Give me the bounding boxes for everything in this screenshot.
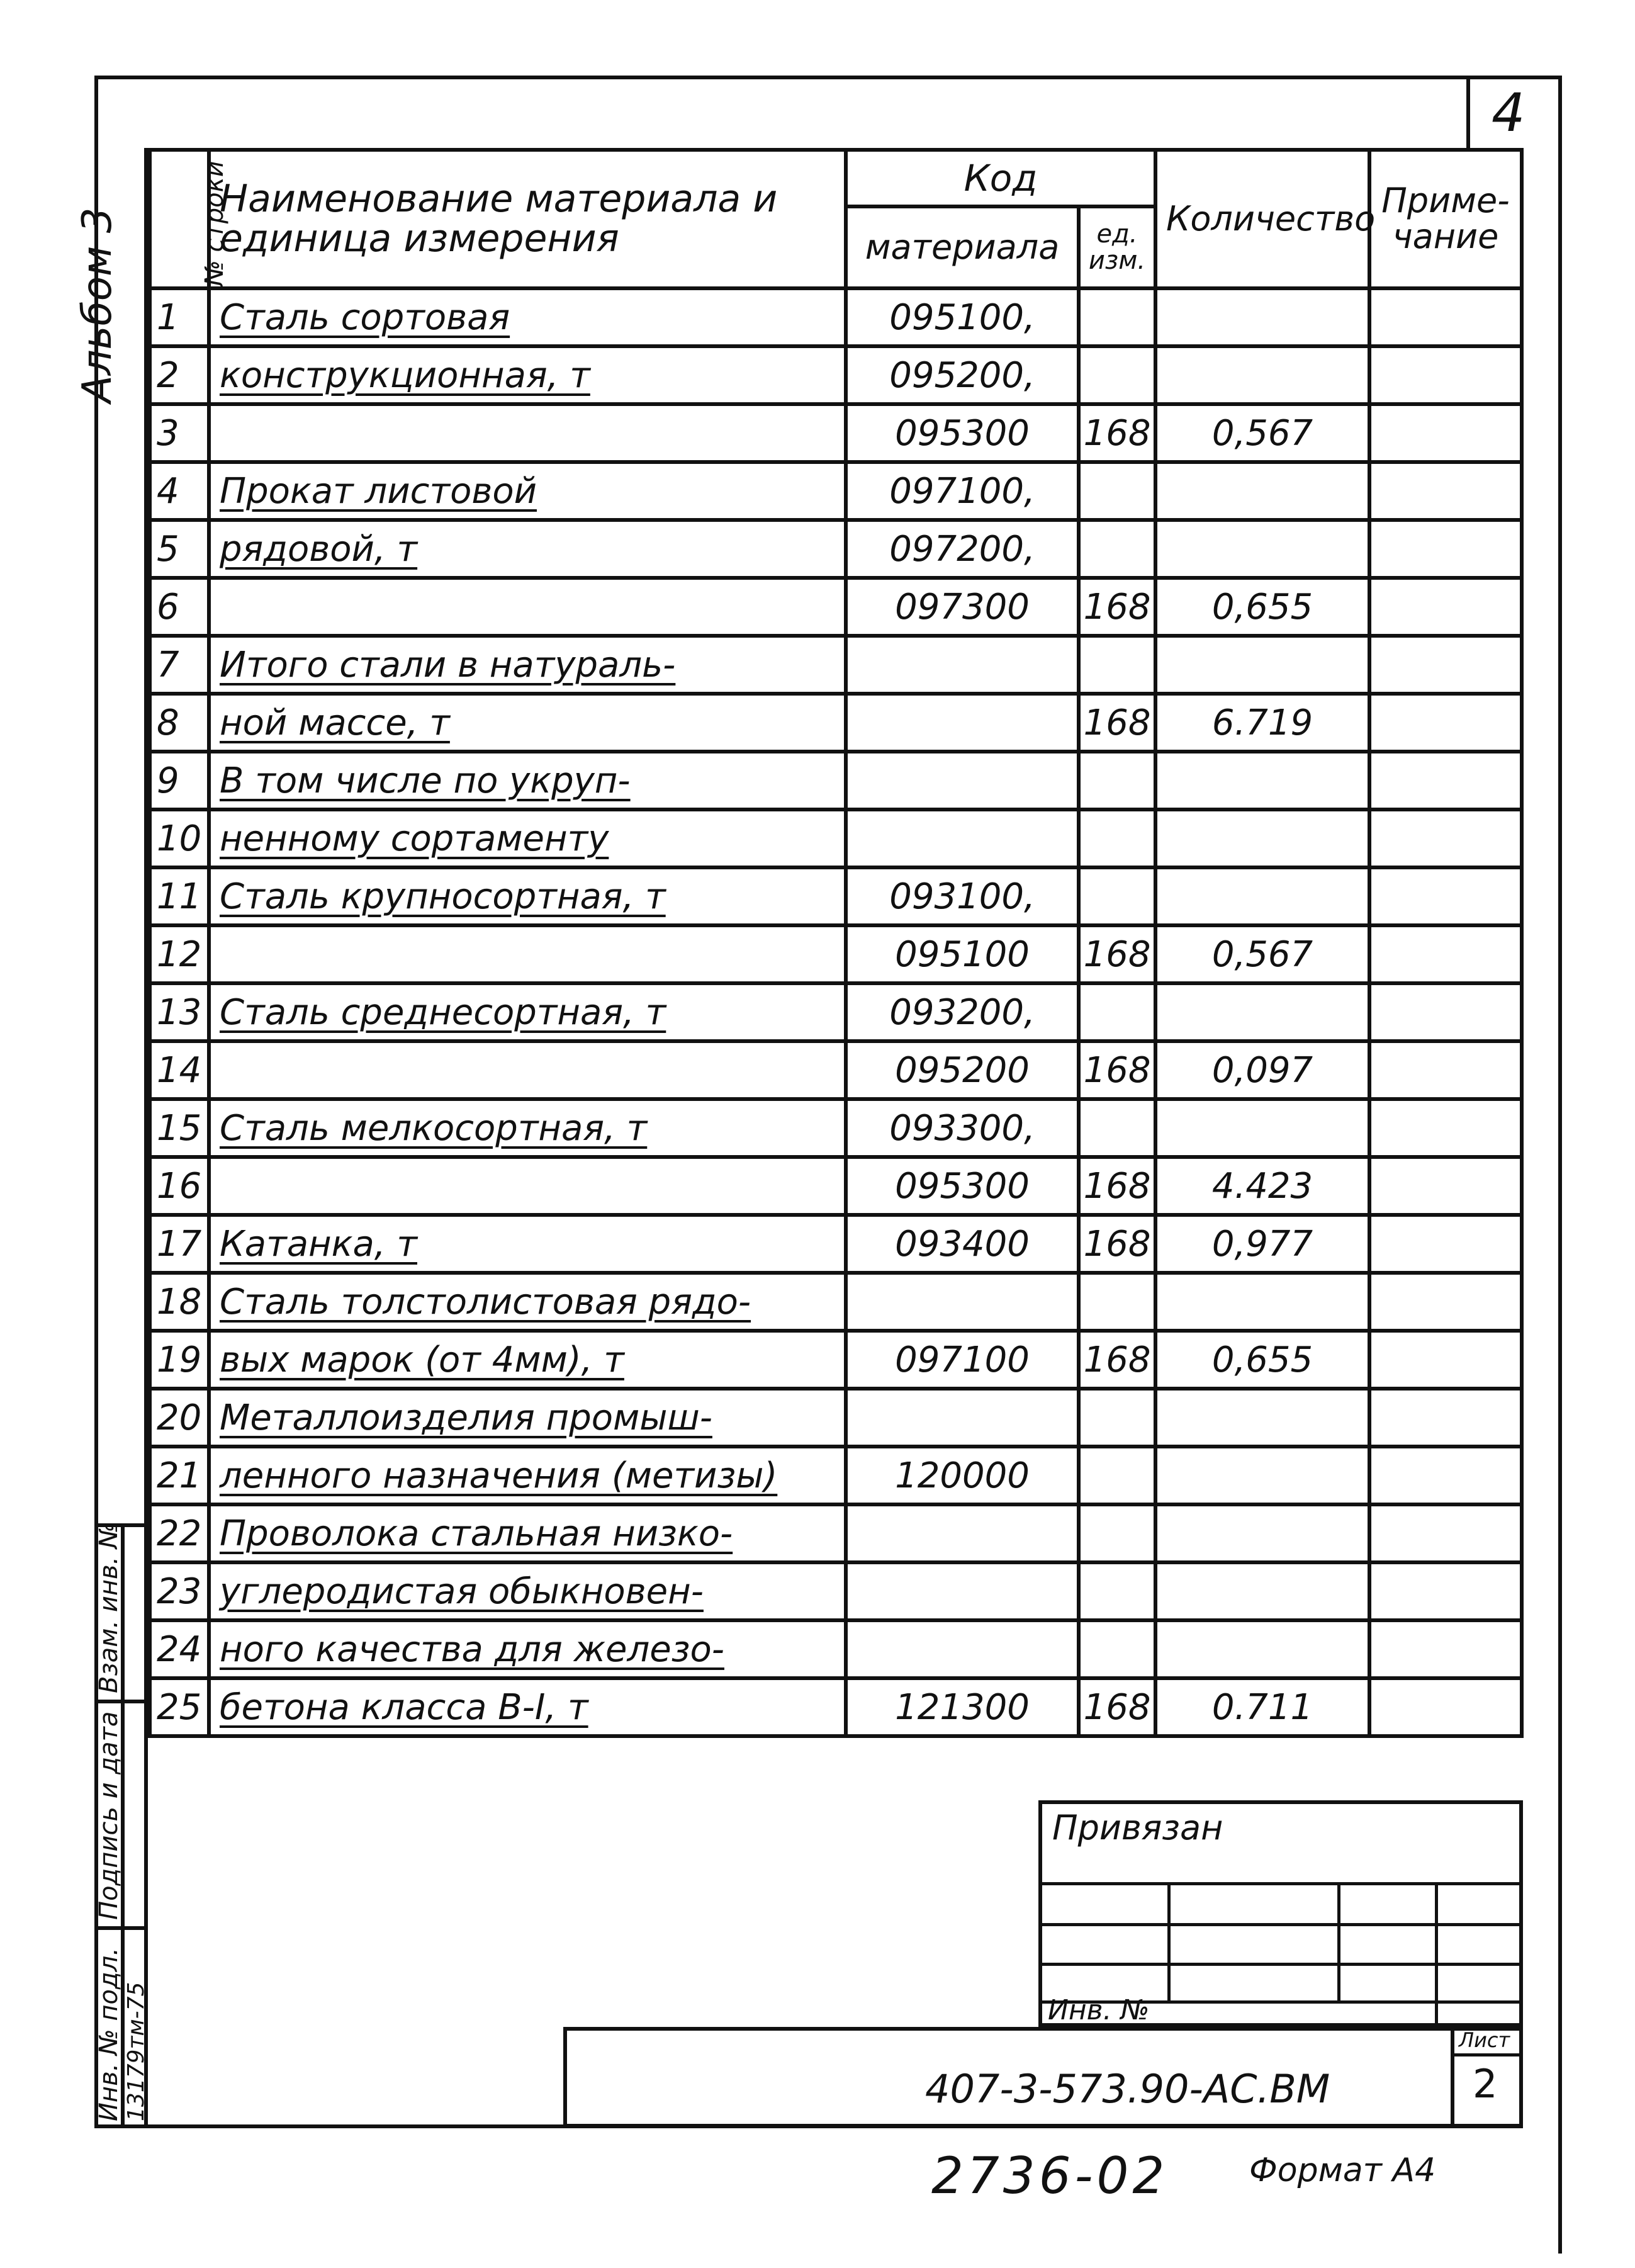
unit-code-cell [1079, 1389, 1155, 1447]
row-number-cell: 10 [150, 810, 209, 867]
note-cell [1369, 1562, 1522, 1620]
note-cell [1369, 520, 1522, 578]
note-cell [1369, 1273, 1522, 1331]
quantity-cell: 0,567 [1155, 404, 1369, 462]
material-code-cell: 093100, [846, 867, 1079, 925]
row-number-cell: 2 [150, 346, 209, 404]
row-number-cell: 19 [150, 1331, 209, 1389]
header-quantity: Количество [1155, 150, 1369, 288]
attached-label: Привязан [1052, 1808, 1223, 1848]
unit-code-cell [1079, 752, 1155, 810]
row-number-cell: 8 [150, 694, 209, 752]
material-name-cell [209, 925, 846, 983]
row-number-cell: 6 [150, 578, 209, 636]
sheet-corner-number: 4 [1492, 82, 1525, 144]
header-code-material: материала [846, 206, 1079, 288]
material-name-cell: Сталь среднесортная, т [209, 983, 846, 1041]
header-material-name: Наименование материала и единица измерения [209, 150, 846, 288]
table-row [150, 462, 1522, 520]
quantity-cell: 4.423 [1155, 1157, 1369, 1215]
table-row [150, 404, 1522, 462]
quantity-cell [1155, 867, 1369, 925]
material-name-cell: бетона класса В-I, т [209, 1678, 846, 1736]
unit-code-cell: 168 [1079, 1331, 1155, 1389]
quantity-cell: 0,655 [1155, 1331, 1369, 1389]
material-name-cell: В том числе по укруп- [209, 752, 846, 810]
material-code-cell [846, 1273, 1079, 1331]
format-label: Формат А4 [1249, 2152, 1436, 2189]
material-code-cell [846, 1620, 1079, 1678]
unit-code-cell [1079, 462, 1155, 520]
quantity-cell: 0,655 [1155, 578, 1369, 636]
quantity-cell [1155, 810, 1369, 867]
material-name-cell: рядовой, т [209, 520, 846, 578]
note-cell [1369, 578, 1522, 636]
row-number-cell: 20 [150, 1389, 209, 1447]
quantity-cell [1155, 1273, 1369, 1331]
material-code-cell: 097100, [846, 462, 1079, 520]
note-cell [1369, 1331, 1522, 1389]
table-row [150, 288, 1522, 346]
stamp-h3 [1038, 1963, 1523, 1966]
frame-top-line [94, 76, 1561, 79]
row-number-cell: 15 [150, 1099, 209, 1157]
unit-code-cell: 168 [1079, 1215, 1155, 1273]
note-cell [1369, 1389, 1522, 1447]
header-note: Приме-чание [1369, 150, 1522, 288]
unit-code-cell [1079, 1447, 1155, 1504]
row-number-cell: 11 [150, 867, 209, 925]
material-code-cell: 095100, [846, 288, 1079, 346]
material-code-cell: 093300, [846, 1099, 1079, 1157]
note-cell [1369, 288, 1522, 346]
table-row [150, 810, 1522, 867]
unit-code-cell [1079, 983, 1155, 1041]
table-row [150, 578, 1522, 636]
table-row [150, 752, 1522, 810]
corner-box-left [1466, 76, 1470, 151]
unit-code-cell [1079, 1562, 1155, 1620]
unit-code-cell: 168 [1079, 578, 1155, 636]
material-code-cell [846, 1389, 1079, 1447]
material-code-cell: 097100 [846, 1331, 1079, 1389]
note-cell [1369, 1157, 1522, 1215]
material-code-cell: 093400 [846, 1215, 1079, 1273]
note-cell [1369, 1099, 1522, 1157]
row-number-cell: 4 [150, 462, 209, 520]
row-number-cell: 1 [150, 288, 209, 346]
unit-code-cell: 168 [1079, 694, 1155, 752]
header-row-number: № строки [150, 150, 209, 288]
material-name-cell [209, 578, 846, 636]
material-code-cell [846, 1504, 1079, 1562]
note-cell [1369, 867, 1522, 925]
unit-code-cell: 168 [1079, 1041, 1155, 1099]
quantity-cell: 6.719 [1155, 694, 1369, 752]
frame-right-line [1558, 76, 1562, 2254]
table-row [150, 1620, 1522, 1678]
note-cell [1369, 752, 1522, 810]
unit-code-cell [1079, 520, 1155, 578]
material-code-cell: 121300 [846, 1678, 1079, 1736]
quantity-cell [1155, 1447, 1369, 1504]
margin-inv-replace: Взам. инв. № [94, 1522, 123, 1693]
table-row [150, 520, 1522, 578]
table-row [150, 1389, 1522, 1447]
material-code-cell: 095300 [846, 404, 1079, 462]
quantity-cell [1155, 520, 1369, 578]
unit-code-cell [1079, 636, 1155, 694]
stamp-inv-label: Инв. № [1048, 1994, 1150, 2026]
title-sheet-label-line [1451, 2053, 1523, 2056]
material-code-cell [846, 752, 1079, 810]
sheet-label: Лист [1459, 2028, 1510, 2052]
unit-code-cell [1079, 867, 1155, 925]
table-row [150, 1562, 1522, 1620]
unit-code-cell: 168 [1079, 404, 1155, 462]
unit-code-cell [1079, 1620, 1155, 1678]
document-code: 407-3-573.90-АС.ВМ [925, 2066, 1330, 2112]
unit-code-cell [1079, 810, 1155, 867]
material-code-cell: 093200, [846, 983, 1079, 1041]
row-number-cell: 18 [150, 1273, 209, 1331]
quantity-cell [1155, 1562, 1369, 1620]
title-sheet-divider [1451, 2027, 1454, 2128]
quantity-cell [1155, 636, 1369, 694]
album-label: Альбом 3 [74, 207, 121, 403]
material-name-cell [209, 1157, 846, 1215]
quantity-cell: 0,977 [1155, 1215, 1369, 1273]
material-code-cell [846, 1562, 1079, 1620]
material-name-cell [209, 404, 846, 462]
material-name-cell: Прокат листовой [209, 462, 846, 520]
note-cell [1369, 694, 1522, 752]
note-cell [1369, 925, 1522, 983]
material-name-cell: ленного назначения (метизы) [209, 1447, 846, 1504]
order-number: 2736-02 [931, 2147, 1169, 2205]
stamp-v2 [1337, 1882, 1340, 2002]
material-name-cell: Сталь сортовая [209, 288, 846, 346]
unit-code-cell [1079, 346, 1155, 404]
table-row [150, 346, 1522, 404]
note-cell [1369, 810, 1522, 867]
quantity-cell: 0.711 [1155, 1678, 1369, 1736]
row-number-cell: 12 [150, 925, 209, 983]
note-cell [1369, 404, 1522, 462]
material-code-cell: 095300 [846, 1157, 1079, 1215]
quantity-cell: 0,097 [1155, 1041, 1369, 1099]
material-name-cell: ной массе, т [209, 694, 846, 752]
table-row [150, 1447, 1522, 1504]
note-cell [1369, 462, 1522, 520]
quantity-cell: 0,567 [1155, 925, 1369, 983]
row-number-cell: 5 [150, 520, 209, 578]
material-name-cell: Сталь толстолистовая рядо- [209, 1273, 846, 1331]
note-cell [1369, 1620, 1522, 1678]
unit-code-cell [1079, 1273, 1155, 1331]
material-name-cell: ного качества для железо- [209, 1620, 846, 1678]
table-row [150, 867, 1522, 925]
row-number-cell: 7 [150, 636, 209, 694]
row-number-cell: 22 [150, 1504, 209, 1562]
unit-code-cell [1079, 1504, 1155, 1562]
stamp-h1 [1038, 1882, 1523, 1885]
header-code: Код [846, 150, 1155, 206]
material-name-cell: Сталь мелкосортная, т [209, 1099, 846, 1157]
note-cell [1369, 346, 1522, 404]
material-code-cell: 097300 [846, 578, 1079, 636]
margin-row-line-1 [94, 1700, 148, 1703]
sheet-number: 2 [1473, 2061, 1498, 2107]
material-name-cell: вых марок (от 4мм), т [209, 1331, 846, 1389]
table-row [150, 1041, 1522, 1099]
margin-inv-original-value: 13179тм-75 [123, 1982, 149, 2121]
row-number-cell: 9 [150, 752, 209, 810]
row-number-cell: 16 [150, 1157, 209, 1215]
table-row [150, 694, 1522, 752]
material-code-cell [846, 636, 1079, 694]
material-code-cell: 095100 [846, 925, 1079, 983]
quantity-cell [1155, 462, 1369, 520]
unit-code-cell: 168 [1079, 1157, 1155, 1215]
material-name-cell: Сталь крупносортная, т [209, 867, 846, 925]
header-code-unit: ед. изм. [1079, 206, 1155, 288]
material-name-cell: Катанка, т [209, 1215, 846, 1273]
unit-code-cell: 168 [1079, 1678, 1155, 1736]
table-row [150, 1504, 1522, 1562]
material-name-cell: Металлоизделия промыш- [209, 1389, 846, 1447]
row-number-cell: 25 [150, 1678, 209, 1736]
material-name-cell: Проволока стальная низко- [209, 1504, 846, 1562]
table-row [150, 1273, 1522, 1331]
stamp-h2 [1038, 1923, 1523, 1926]
material-code-cell: 097200, [846, 520, 1079, 578]
row-number-cell: 17 [150, 1215, 209, 1273]
unit-code-cell [1079, 288, 1155, 346]
margin-inv-original: Инв. № подл. [94, 1948, 123, 2121]
row-number-cell: 13 [150, 983, 209, 1041]
quantity-cell [1155, 1620, 1369, 1678]
quantity-cell [1155, 752, 1369, 810]
margin-row-line-2 [94, 1926, 148, 1930]
table-row [150, 983, 1522, 1041]
material-code-cell [846, 694, 1079, 752]
material-name-cell: Итого стали в натураль- [209, 636, 846, 694]
row-number-cell: 21 [150, 1447, 209, 1504]
quantity-cell [1155, 983, 1369, 1041]
row-number-cell: 3 [150, 404, 209, 462]
table-row [150, 636, 1522, 694]
quantity-cell [1155, 346, 1369, 404]
note-cell [1369, 1678, 1522, 1736]
table-row [150, 1157, 1522, 1215]
note-cell [1369, 983, 1522, 1041]
material-code-cell [846, 810, 1079, 867]
unit-code-cell: 168 [1079, 925, 1155, 983]
quantity-cell [1155, 1504, 1369, 1562]
material-name-cell: ненному сортаменту [209, 810, 846, 867]
material-name-cell: углеродистая обыкновен- [209, 1562, 846, 1620]
quantity-cell [1155, 1389, 1369, 1447]
note-cell [1369, 1504, 1522, 1562]
quantity-cell [1155, 288, 1369, 346]
unit-code-cell [1079, 1099, 1155, 1157]
row-number-cell: 14 [150, 1041, 209, 1099]
table-row [150, 1215, 1522, 1273]
note-cell [1369, 1215, 1522, 1273]
material-name-cell [209, 1041, 846, 1099]
note-cell [1369, 1447, 1522, 1504]
stamp-v1 [1167, 1882, 1171, 2002]
material-name-cell: конструкционная, т [209, 346, 846, 404]
quantity-cell [1155, 1099, 1369, 1157]
note-cell [1369, 636, 1522, 694]
material-code-cell: 095200, [846, 346, 1079, 404]
row-number-cell: 24 [150, 1620, 209, 1678]
table-row [150, 1099, 1522, 1157]
materials-table [148, 148, 1524, 1738]
note-cell [1369, 1041, 1522, 1099]
table-row [150, 1678, 1522, 1736]
material-code-cell: 120000 [846, 1447, 1079, 1504]
margin-signature-date: Подпись и дата [94, 1711, 123, 1920]
row-number-cell: 23 [150, 1562, 209, 1620]
stamp-v3 [1435, 1882, 1438, 2027]
table-row [150, 1331, 1522, 1389]
table-row [150, 925, 1522, 983]
material-code-cell: 095200 [846, 1041, 1079, 1099]
